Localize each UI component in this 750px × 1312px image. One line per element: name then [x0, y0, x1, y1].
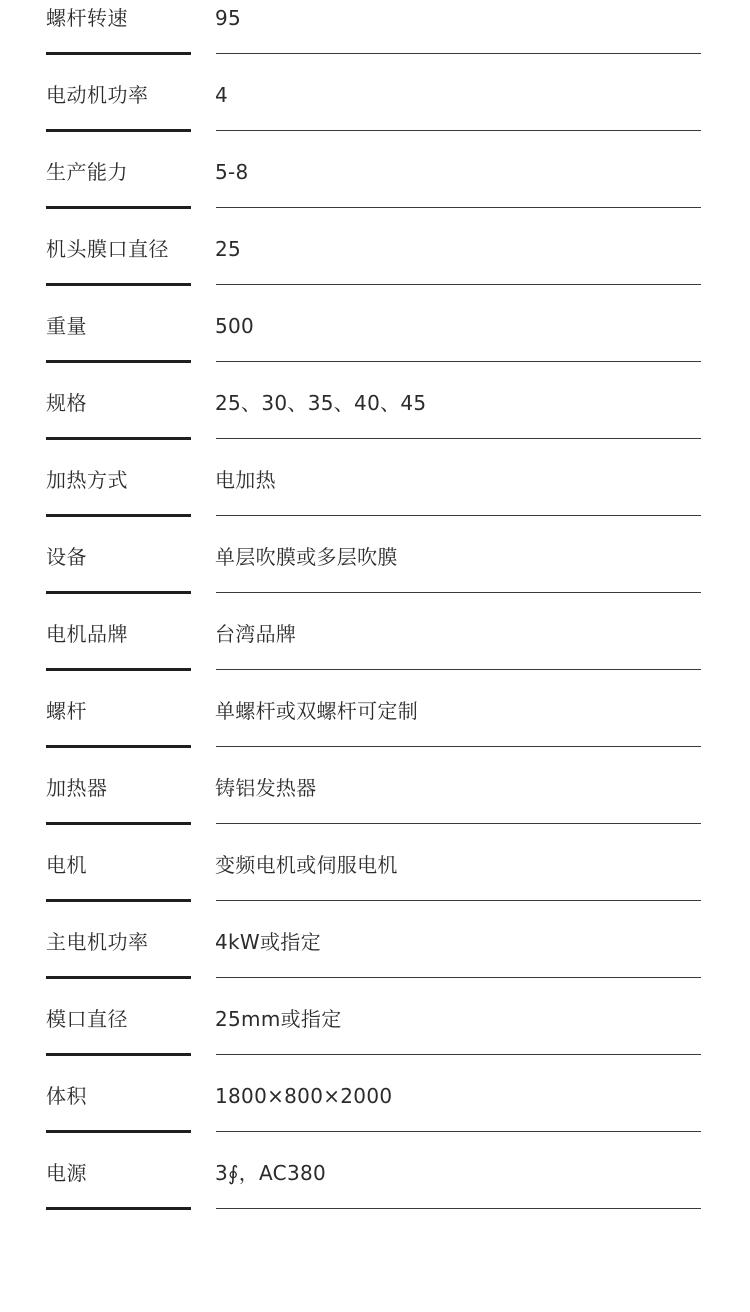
spec-label: 加热器: [46, 776, 108, 800]
spec-label: 机头膜口直径: [46, 237, 169, 261]
spec-label: 模口直径: [46, 1007, 128, 1031]
value-divider: [216, 900, 701, 901]
spec-row: [0, 286, 750, 363]
spec-label: 螺杆转速: [46, 6, 128, 30]
value-divider: [216, 1054, 701, 1055]
spec-row: [0, 825, 750, 902]
spec-row: [0, 748, 750, 825]
spec-label: 电机: [46, 853, 87, 877]
value-divider: [216, 361, 701, 362]
spec-value: 电加热: [215, 468, 276, 492]
spec-value: 4kW或指定: [215, 930, 321, 954]
label-divider: [46, 1207, 191, 1210]
spec-value: 25、30、35、40、45: [215, 391, 427, 415]
value-divider: [216, 823, 701, 824]
spec-label: 螺杆: [46, 699, 87, 723]
spec-value: 1800×800×2000: [215, 1084, 393, 1108]
value-divider: [216, 1131, 701, 1132]
spec-label: 主电机功率: [46, 930, 149, 954]
value-divider: [216, 515, 701, 516]
spec-value: 台湾品牌: [215, 622, 297, 646]
spec-label: 电动机功率: [46, 83, 149, 107]
value-divider: [216, 977, 701, 978]
spec-label: 加热方式: [46, 468, 128, 492]
spec-label: 设备: [46, 545, 87, 569]
spec-value: 25: [215, 237, 242, 261]
spec-row: [0, 594, 750, 671]
spec-label: 生产能力: [46, 160, 128, 184]
value-divider: [216, 207, 701, 208]
spec-value: 单螺杆或双螺杆可定制: [215, 699, 418, 723]
spec-label: 电机品牌: [46, 622, 128, 646]
spec-row: [0, 979, 750, 1056]
spec-label: 重量: [46, 314, 87, 338]
value-divider: [216, 130, 701, 131]
spec-value: 95: [215, 6, 242, 30]
value-divider: [216, 1208, 701, 1209]
spec-row: [0, 902, 750, 979]
spec-label: 体积: [46, 1084, 87, 1108]
value-divider: [216, 53, 701, 54]
value-divider: [216, 669, 701, 670]
spec-row: [0, 1133, 750, 1210]
spec-value: 4: [215, 83, 229, 107]
spec-value: 变频电机或伺服电机: [215, 853, 398, 877]
spec-row: [0, 0, 750, 55]
value-divider: [216, 284, 701, 285]
spec-value: 铸铝发热器: [215, 776, 317, 800]
spec-row: [0, 440, 750, 517]
value-divider: [216, 438, 701, 439]
spec-value: 25mm或指定: [215, 1007, 342, 1031]
spec-row: [0, 209, 750, 286]
value-divider: [216, 592, 701, 593]
spec-row: [0, 517, 750, 594]
spec-value: 5-8: [215, 160, 249, 184]
spec-row: [0, 363, 750, 440]
spec-row: [0, 132, 750, 209]
spec-row: [0, 55, 750, 132]
spec-label: 规格: [46, 391, 87, 415]
spec-value: 单层吹膜或多层吹膜: [215, 545, 398, 569]
spec-label: 电源: [46, 1161, 87, 1185]
spec-value: 500: [215, 314, 255, 338]
spec-row: [0, 1056, 750, 1133]
spec-row: [0, 671, 750, 748]
spec-value: 3∮，AC380: [215, 1161, 327, 1185]
value-divider: [216, 746, 701, 747]
